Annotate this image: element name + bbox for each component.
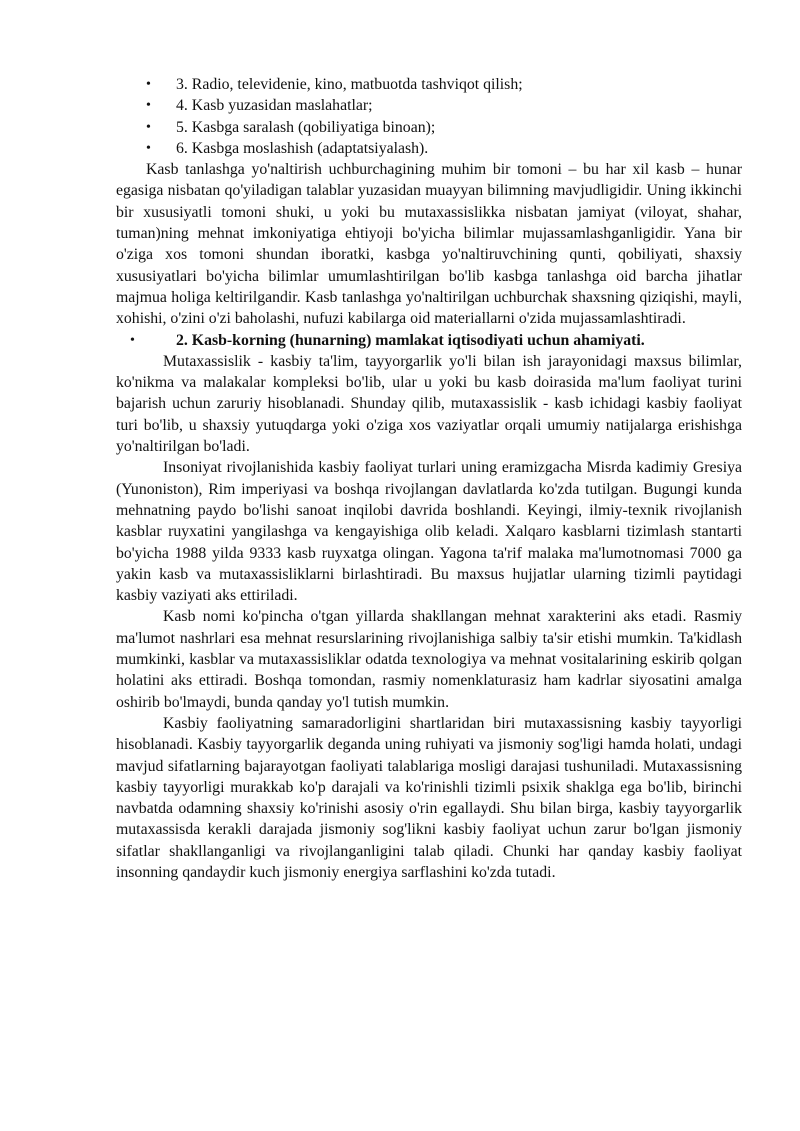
- bullet-icon: •: [130, 332, 135, 348]
- list-item-text: 3. Radio, televidenie, kino, matbuotda tashviqot qilish;: [176, 76, 523, 93]
- paragraph: Kasb tanlashga yo'naltirish uchburchagining muhim bir tomoni – bu har xil kasb – hunar egasiga nisbatan qo'yiladigan talablar yuzasidan muayyan bilimning mavjudligidir. Uning ikkinchi bir xususiyatli tomoni shuki, u yoki bu mutaxassislikka nisbatan jamiyat (viloyat, shahar, tuman)ning mehnat imkoniyatiga ehtiyoji bo'yicha bilimlar mujassamlashganligidir. Yana bir o'ziga xos tomoni shundan iboratki, kasbga yo'naltiruvchining qunti, qobiliyati, shaxsiy xususiyatlari bo'yicha bilimlar umumlashtirilgan bo'lib kasbga tanlashga oid barcha jihatlar majmua holiga keltirilgandir. Kasb tanlashga yo'naltirilgan uchburchak shaxsning qiziqishi, mayli, xohishi, o'zini o'zi baholashi, nufuzi kabilarga oid materiallarni o'zida mujassamlashtiradi.: [116, 161, 742, 328]
- section-heading: [116, 330, 742, 351]
- bullet-icon: •: [146, 140, 151, 156]
- bullet-icon: •: [146, 98, 151, 114]
- paragraph: Kasbiy faoliyatning samaradorligini shartlaridan biri mutaxassisning kasbiy tayyorligi hisoblanadi. Kasbiy tayyorgarlik deganda uning ruhiyati va jismoniy sog'ligi hamda holati, undagi mavjud sifatlarning bajarayotgan faoliyati talablariga mosligi darajasi tushuniladi. Mutaxassisning kasbiy tayyorligi murakkab ko'p darajali va ko'rinishli tizimli psixik shaklga ega bo'lib, birinchi navbatda odamning shaxsiy ko'rinishi asosiy o'rin egallaydi. Shu bilan birga, kasbiy tayyorgarlik mutaxassisda kerakli darajada jismoniy sog'likni kasbiy faoliyat uchun zarur bo'lgan jismoniy sifatlar shakllanganligi va rivojlanganligini talab qiladi. Chunki har qanday kasbiy faoliyat insonning qandaydir kuch jismoniy energiya sarflashini ko'zda tutadi.: [116, 714, 742, 881]
- bullet-icon: •: [146, 77, 151, 92]
- list-item: [116, 74, 742, 95]
- list-item-text: 5. Kasbga saralash (qobiliyatiga binoan);: [176, 118, 436, 136]
- bullet-list: [116, 74, 742, 159]
- section-heading-text: 2. Kasb-korning (hunarning) mamlakat iqtisodiyati uchun ahamiyati.: [176, 331, 645, 349]
- list-item: [116, 95, 742, 116]
- list-item: [116, 138, 742, 159]
- paragraph: Mutaxassislik - kasbiy ta'lim, tayyorgarlik yo'li bilan ish jarayonidagi maxsus bilimlar, ko'nikma va malakalar kompleksi bo'lib, ular u yoki bu kasb doirasida ma'lum faoliyat turini bajarish uchun zaruriy hisoblanadi. Shunday qilib, mutaxassislik - kasb ichidagi kasbiy faoliyat turi bo'lib, u shaxsiy yutuqdarga yoki o'ziga xos vaziyatlar orqali umumiy natijalarga erishishga yo'naltirilgan bo'ladi.: [116, 352, 742, 456]
- bullet-icon: •: [146, 119, 151, 135]
- list-item: [116, 117, 742, 138]
- list-item-text: 4. Kasb yuzasidan maslahatlar;: [176, 97, 373, 115]
- list-item-text: 6. Kasbga moslashish (adaptatsiyalash).: [176, 139, 429, 157]
- paragraph: Kasb nomi ko'pincha o'tgan yillarda shakllangan mehnat xarakterini aks etadi. Rasmiy ma'lumot nashrlari esa mehnat resurslarining rivojlanishiga salbiy ta'sir etishi mumkin. Ta'kidlash mumkinki, kasblar va mutaxassisliklar odatda texnologiya va mehnat vositalarining eskirib qolgan holatini aks ettiradi. Boshqa tomondan, rasmiy nomenklaturasiz ham kadrlar siyosatini amalga oshirib bo'lmaydi, bunda qanday yo'l tutish mumkin.: [116, 608, 742, 711]
- paragraph: Insoniyat rivojlanishida kasbiy faoliyat turlari uning eramizgacha Misrda kadimiy Gresiya (Yunoniston), Rim imperiyasi va boshqa rivojlangan davlatlarda ko'zda tutilgan. Bugungi kunda mehnatning paydo bo'lishi sanoat inqilobi davrida boshlandi. Keyingi, ilmiy-texnik rivojlanish kasblar ruyxatini yangilashga va kengayishiga olib keladi. Xalqaro kasblarni tizimlash stantarti bo'yicha 1988 yilda 9333 kasb ruyxatga olingan. Yagona ta'rif malaka ma'lumotnomasi 7000 ga yakin kasb va mutaxassisliklarni birlashtiradi. Bu maxsus hujjatlar ularning tizimli paytidagi kasbiy vaziyati aks ettiriladi.: [116, 459, 742, 605]
- document-body: [116, 74, 742, 883]
